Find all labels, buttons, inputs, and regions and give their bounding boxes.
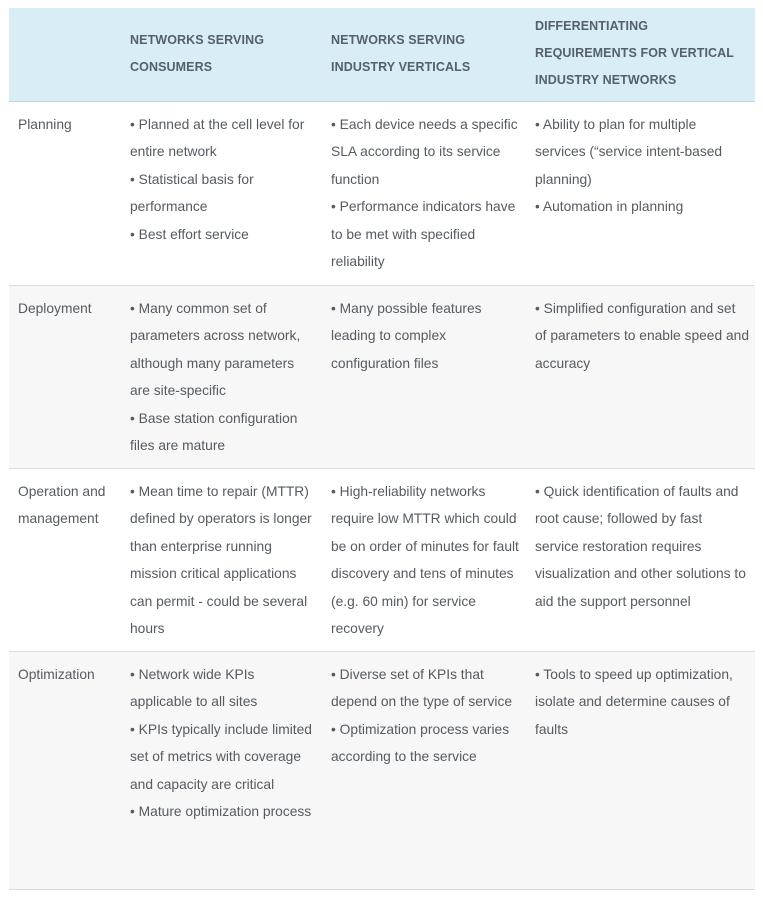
list-item: • Many possible features leading to complex configuration files [331,301,482,371]
list-item: • Simplified configuration and set of parameters to enable speed and accuracy [535,301,749,371]
list-item: • Each device needs a specific SLA according to its service function [331,117,518,187]
header-differentiating: DIFFERENTIATING REQUIREMENTS FOR VERTICAL INDUSTRY NETWORKS [526,8,755,102]
header-verticals: NETWORKS SERVING INDUSTRY VERTICALS [322,8,526,102]
header-row [9,8,755,102]
list-item: • Performance indicators have to be met with specified reliability [331,199,516,270]
differentiating-cell [526,652,755,890]
comparison-table-container [9,8,755,890]
category-label: Planning [18,117,72,132]
list-item: • Mean time to repair (MTTR) defined by operators is longer than enterprise running mission critical applications can permit - could be several hours [130,484,312,637]
list-item: • Ability to plan for multiple services (“service intent-based planning) [535,117,723,187]
consumers-cell [121,652,322,890]
verticals-cell [322,469,526,652]
header-category [9,8,121,102]
table-row-operation-and-management [9,469,755,652]
table-header [9,8,755,102]
category-label: Operation and management [18,484,106,527]
list-item: • Best effort service [130,226,249,242]
list-item: • Optimization process varies according to the service [331,721,510,765]
list-item: • Automation in planning [535,199,684,215]
comparison-table [9,8,755,890]
category-label: Deployment [18,301,92,316]
table-row-planning [9,102,755,286]
category-label: Optimization [18,667,95,682]
list-item: • Network wide KPIs applicable to all sites [130,667,258,710]
verticals-cell [322,102,526,286]
table-row-optimization [9,652,755,890]
verticals-cell [322,652,526,890]
verticals-cell [322,286,526,469]
differentiating-cell [526,469,755,652]
table-row-deployment [9,286,755,469]
differentiating-cell [526,102,755,286]
header-consumers: NETWORKS SERVING CONSUMERS [121,8,322,102]
list-item: • Tools to speed up optimization, isolate and determine causes of faults [535,667,733,737]
differentiating-cell [526,286,755,469]
list-item: • Base station configuration files are mature [130,410,298,454]
row-category [9,102,121,286]
table-body [9,102,755,890]
list-item: • Diverse set of KPIs that depend on the type of service [331,667,513,710]
row-category [9,469,121,652]
consumers-cell [121,102,322,286]
consumers-cell [121,469,322,652]
list-item: • Many common set of parameters across network, although many parameters are site-specific [130,301,301,399]
list-item: • Statistical basis for performance [130,171,254,215]
row-category [9,286,121,469]
row-category [9,652,121,890]
list-item: • Planned at the cell level for entire network [130,117,305,160]
list-item: • Mature optimization process [130,804,312,820]
list-item: • High-reliability networks require low MTTR which could be on order of minutes for fault discovery and tens of minutes (e.g. 60 min) for service recovery [331,484,519,637]
list-item: • Quick identification of faults and root cause; followed by fast service restoration requires visualization and other solutions to aid the support personnel [535,484,746,609]
list-item: • KPIs typically include limited set of metrics with coverage and capacity are critical [130,721,312,792]
consumers-cell [121,286,322,469]
